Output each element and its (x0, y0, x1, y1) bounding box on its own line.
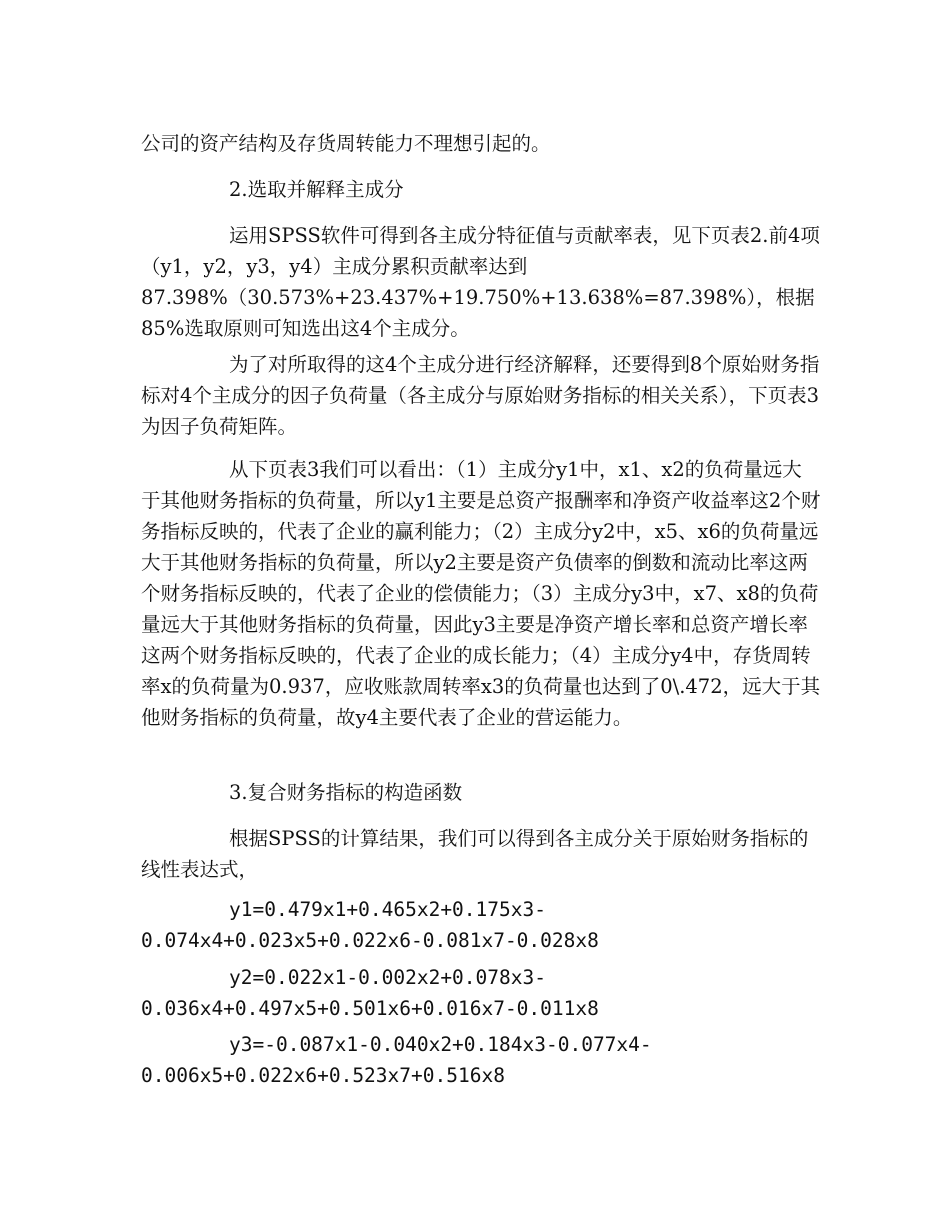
formula-y2: y2=0.022x1-0.002x2+0.078x3-0.036x4+0.497x5+0.501x6+0.016x7-0.011x8 (141, 966, 599, 1020)
paragraph-continuation: 公司的资产结构及存货周转能力不理想引起的。 (141, 132, 551, 155)
paragraph-linear-expressions: 根据SPSS的计算结果，我们可以得到各主成分关于原始财务指标的线性表达式， (141, 827, 809, 881)
paragraph-interpretation: 从下页表3我们可以看出：（1）主成分y1中，x1、x2的负荷量远大于其他财务指标的负荷量，所以y1主要是总资产报酬率和净资产收益率这2个财务指标反映的，代表了企业的赢利能力；（2）主成分y2中，x5、x6的负荷量远大于其他财务指标的负荷量，所以y2主要是资产负债率的倒数和流动比率这两个财务指标反映的，代表了企业的偿债能力；（3）主成分y3中，x7、x8的负荷量远大于其他财务指标的负荷量，因此y3主要是净资产增长率和总资产增长率这两个财务指标反映的，代表了企业的成长能力；（4）主成分y4中，存货周转率x的负荷量为0.937，应收账款周转率x3的负荷量也达到了0\.472，远大于其他财务指标的负荷量，故y4主要代表了企业的营运能力。 (141, 458, 821, 729)
section-heading-2: 2.选取并解释主成分 (229, 178, 404, 201)
section-heading-3: 3.复合财务指标的构造函数 (229, 781, 463, 804)
paragraph-principal-components: 运用SPSS软件可得到各主成分特征值与贡献率表，见下页表2.前4项（y1，y2，y3，y4）主成分累积贡献率达到87.398%（30.573%+23.437%+19.750%+13.638%=87.398%），根据85%选取原则可知选出这4个主成分。 (141, 224, 820, 340)
formula-y3: y3=-0.087x1-0.040x2+0.184x3-0.077x4-0.006x5+0.022x6+0.523x7+0.516x8 (141, 1033, 652, 1087)
formula-y1: y1=0.479x1+0.465x2+0.175x3-0.074x4+0.023x5+0.022x6-0.081x7-0.028x8 (141, 898, 599, 952)
paragraph-factor-loading: 为了对所取得的这4个主成分进行经济解释，还要得到8个原始财务指标对4个主成分的因子负荷量（各主成分与原始财务指标的相关关系），下页表3为因子负荷矩阵。 (141, 353, 820, 438)
